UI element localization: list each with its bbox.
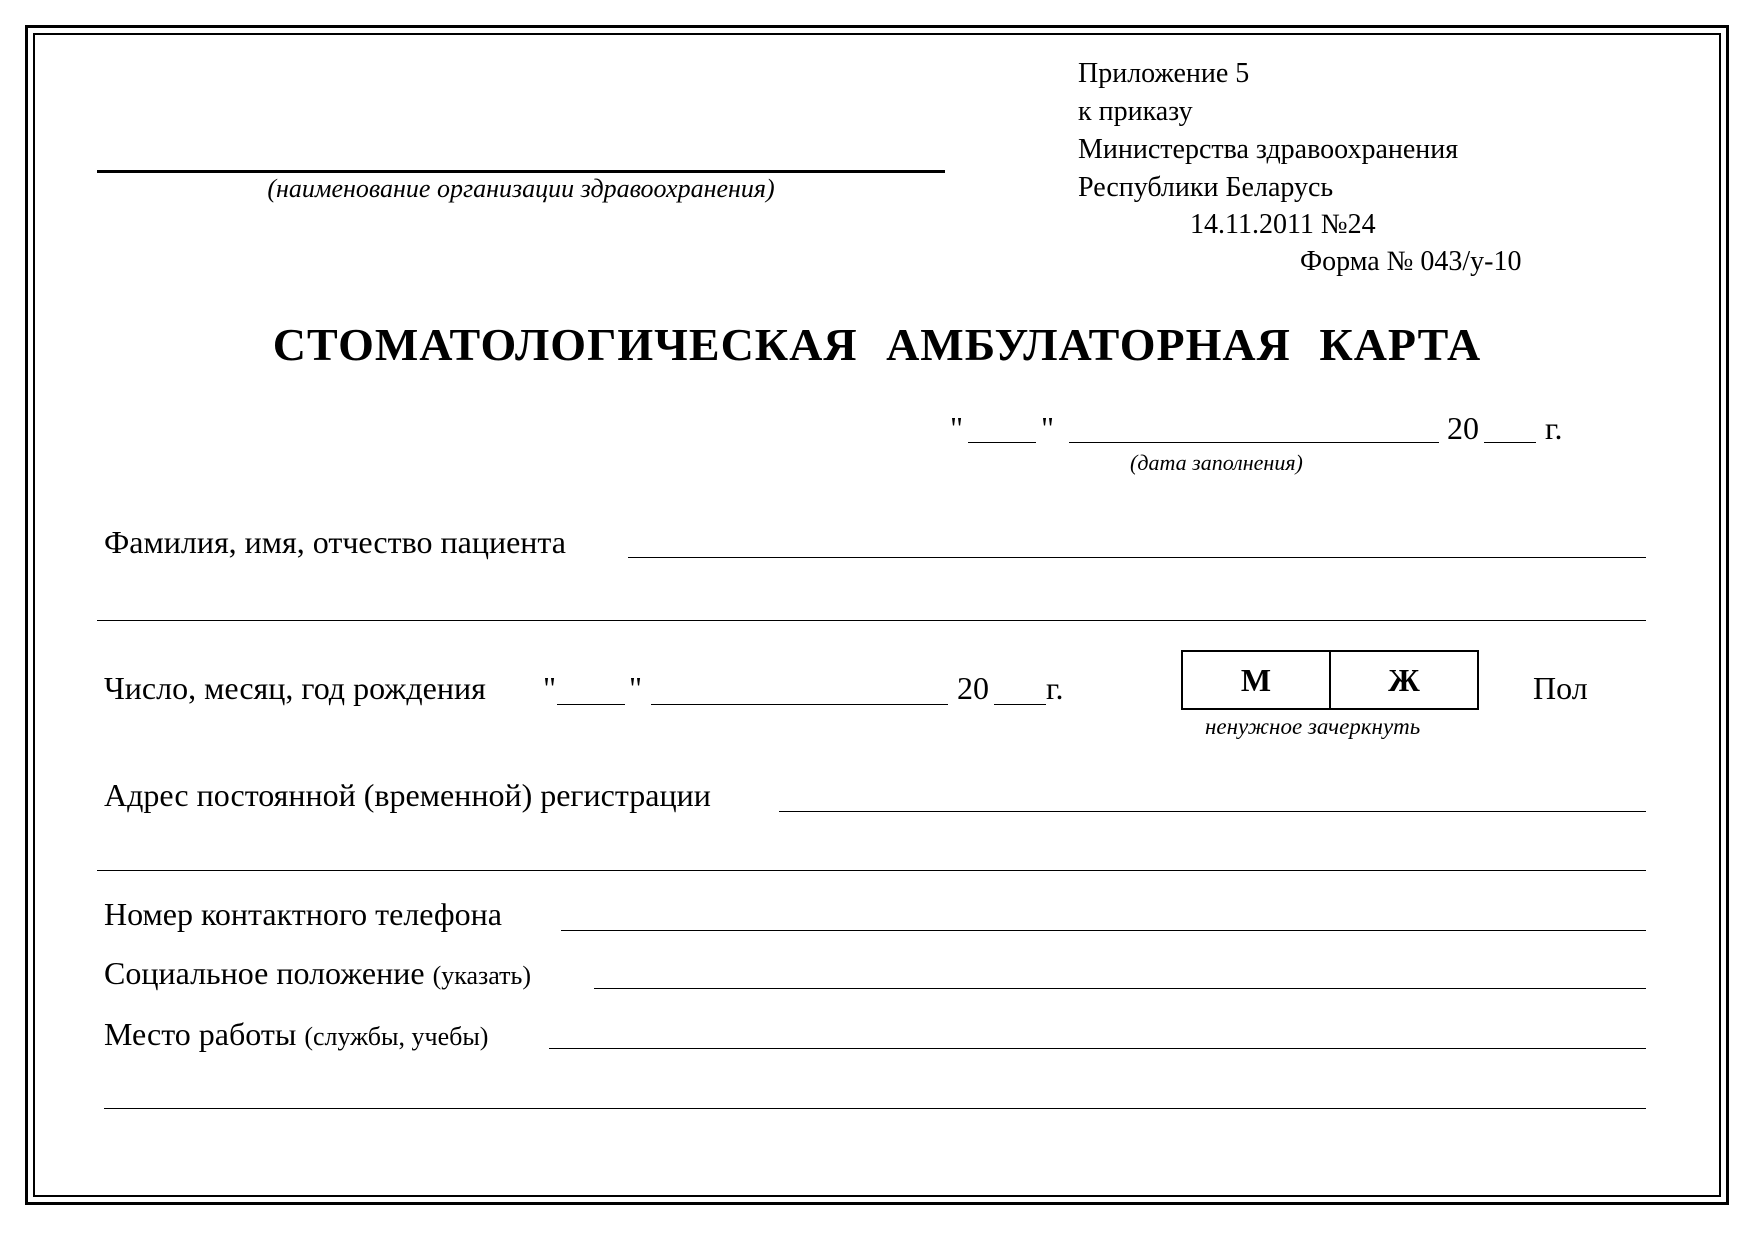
workplace-label (104, 1018, 488, 1050)
organization-name-line[interactable] (97, 170, 945, 173)
birth-day-field[interactable] (557, 704, 625, 705)
patient-name-field[interactable] (628, 557, 1646, 558)
birth-year-prefix: 20 (957, 670, 989, 706)
birth-year-suffix: г. (1046, 670, 1064, 706)
phone-label: Номер контактного телефона (104, 896, 502, 932)
address-field-continued[interactable] (97, 870, 1646, 871)
approval-line-3: Министерства здравоохранения (1078, 134, 1459, 165)
fill-date-caption: (дата заполнения) (1130, 450, 1303, 475)
sex-selector[interactable] (1181, 650, 1479, 710)
sex-female-option[interactable]: Ж (1329, 652, 1477, 708)
approval-line-4: Республики Беларусь (1078, 172, 1334, 203)
organization-name-caption: (наименование организации здравоохранения) (267, 174, 775, 203)
form-number: Форма № 043/у-10 (1300, 246, 1522, 277)
approval-line-2: к приказу (1078, 96, 1193, 127)
approval-line-1: Приложение 5 (1078, 58, 1250, 89)
patient-name-label: Фамилия, имя, отчество пациента (104, 524, 566, 560)
social-status-hint: (указать) (432, 961, 532, 990)
birth-date-label: Число, месяц, год рождения (104, 670, 486, 706)
address-label: Адрес постоянной (временной) регистрации (104, 777, 711, 813)
social-status-label (104, 957, 531, 989)
workplace-field-continued[interactable] (104, 1108, 1646, 1109)
document-title: СТОМАТОЛОГИЧЕСКАЯ АМБУЛАТОРНАЯ КАРТА (272, 319, 1482, 370)
social-status-label-text: Социальное положение (104, 955, 425, 991)
birth-month-field[interactable] (651, 704, 948, 705)
fill-day-field[interactable] (968, 442, 1036, 443)
workplace-field[interactable] (549, 1048, 1646, 1049)
birth-day-quote-close: " (629, 670, 643, 706)
phone-field[interactable] (561, 930, 1646, 931)
social-status-field[interactable] (594, 988, 1646, 989)
sex-label: Пол (1533, 670, 1588, 706)
birth-year-field[interactable] (994, 704, 1046, 705)
fill-year-suffix: г. (1545, 410, 1563, 446)
fill-month-field[interactable] (1069, 442, 1439, 443)
patient-name-field-continued[interactable] (97, 620, 1646, 621)
workplace-hint: (службы, учебы) (304, 1022, 489, 1051)
sex-male-option[interactable]: М (1240, 661, 1272, 698)
fill-day-quote-open: " (950, 410, 964, 446)
fill-day-quote-close: " (1041, 410, 1055, 446)
birth-day-quote-open: " (543, 670, 557, 706)
address-field[interactable] (779, 811, 1646, 812)
fill-year-prefix: 20 (1447, 410, 1479, 446)
sex-caption: ненужное зачеркнуть (1205, 714, 1421, 739)
workplace-label-text: Место работы (104, 1016, 297, 1052)
fill-year-field[interactable] (1484, 442, 1536, 443)
approval-order-date: 14.11.2011 №24 (1190, 209, 1376, 240)
